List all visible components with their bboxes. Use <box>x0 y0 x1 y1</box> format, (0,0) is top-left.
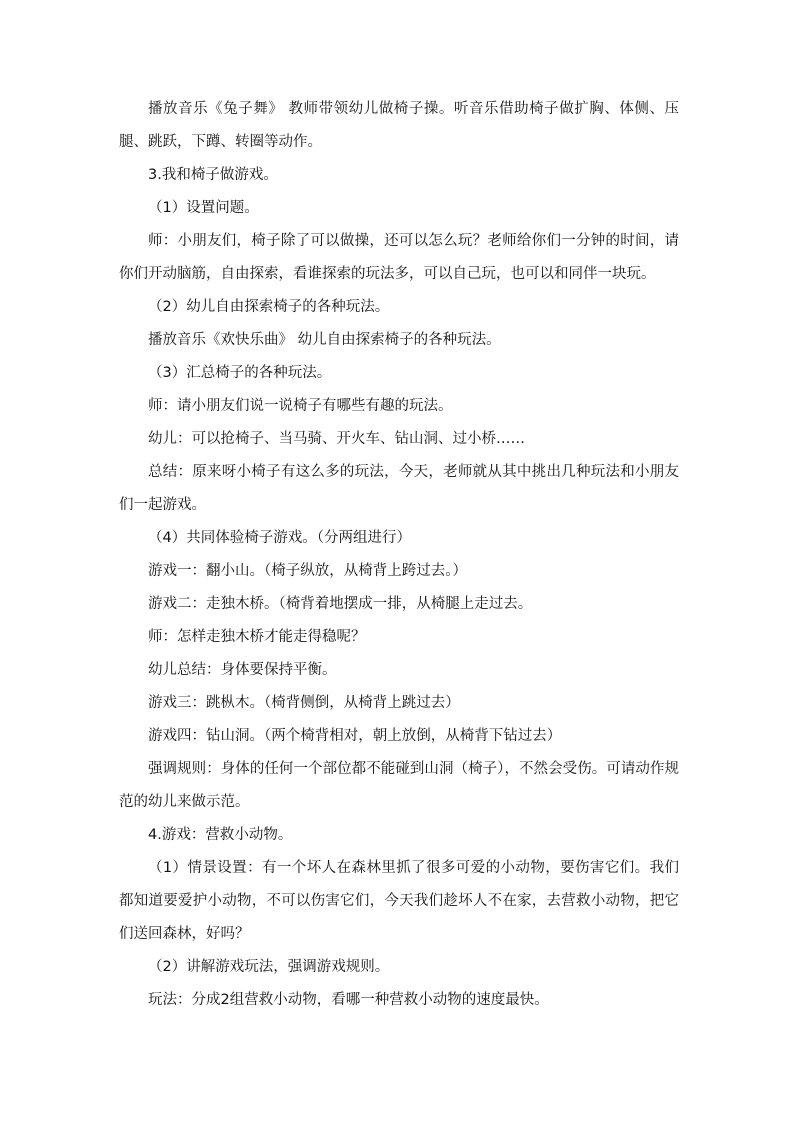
paragraph-teacher-ask: 师：请小朋友们说一说椅子有哪些有趣的玩法。 <box>148 398 453 414</box>
paragraph-music-explore: 播放音乐《欢快乐曲》 幼儿自由探索椅子的各种玩法。 <box>148 332 501 348</box>
section-heading-rescue-game: 4.游戏：营救小动物。 <box>148 827 293 843</box>
step-free-explore: （2）幼儿自由探索椅子的各种玩法。 <box>148 299 390 315</box>
paragraph-game-four: 游戏四：钻山洞。（两个椅背相对，朝上放倒，从椅背下钻过去） <box>148 728 562 744</box>
paragraph-summary: 总结：原来呀小椅子有这么多的玩法，今天，老师就从其中挑出几种玩法和小朋友们一起游戏。 <box>119 464 679 513</box>
paragraph-game-three: 游戏三：跳枞木。（椅背侧倒，从椅背上跳过去） <box>148 695 460 711</box>
paragraph-teacher-question: 师：小朋友们，椅子除了可以做操，还可以怎么玩？老师给你们一分钟的时间，请你们开动脑筋，自由探索，看谁探索的玩法多，可以自己玩，也可以和同伴一块玩。 <box>119 233 679 282</box>
paragraph-emphasize-rules: 强调规则：身体的任何一个部位都不能碰到山洞（椅子），不然会受伤。可请动作规范的幼儿来做示范。 <box>119 761 679 810</box>
step-experience-games: （4）共同体验椅子游戏。（分两组进行） <box>148 530 411 546</box>
paragraph-music-exercise: 播放音乐《兔子舞》 教师带领幼儿做椅子操。听音乐借助椅子做扩胸、体侧、压腿、跳跃，下蹲、转圈等动作。 <box>119 101 679 150</box>
section-heading-chair-games: 3.我和椅子做游戏。 <box>148 167 278 183</box>
step-set-question: （1）设置问题。 <box>148 200 259 216</box>
paragraph-scenario-setup: （1）情景设置：有一个坏人在森林里抓了很多可爱的小动物，要伤害它们。我们都知道要爱护小动物，不可以伤害它们，今天我们趁坏人不在家，去营救小动物，把它们送回森林，好吗？ <box>119 860 679 942</box>
paragraph-children-answer: 幼儿：可以抢椅子、当马骑、开火车、钻山洞、过小桥…… <box>148 431 525 447</box>
paragraph-game-two: 游戏二：走独木桥。（椅背着地摆成一排，从椅腿上走过去。 <box>148 596 533 612</box>
paragraph-how-to-play: 玩法：分成2组营救小动物，看哪一种营救小动物的速度最快。 <box>148 992 549 1008</box>
step-explain-rules: （2）讲解游戏玩法，强调游戏规则。 <box>148 959 390 975</box>
paragraph-teacher-balance-question: 师：怎样走独木桥才能走得稳呢？ <box>148 629 366 645</box>
paragraph-game-one: 游戏一：翻小山。（椅子纵放，从椅背上跨过去。） <box>148 563 467 579</box>
paragraph-children-summary: 幼儿总结：身体要保持平衡。 <box>148 662 337 678</box>
document-body <box>119 93 679 1017</box>
step-summarize-ways: （3）汇总椅子的各种玩法。 <box>148 365 332 381</box>
